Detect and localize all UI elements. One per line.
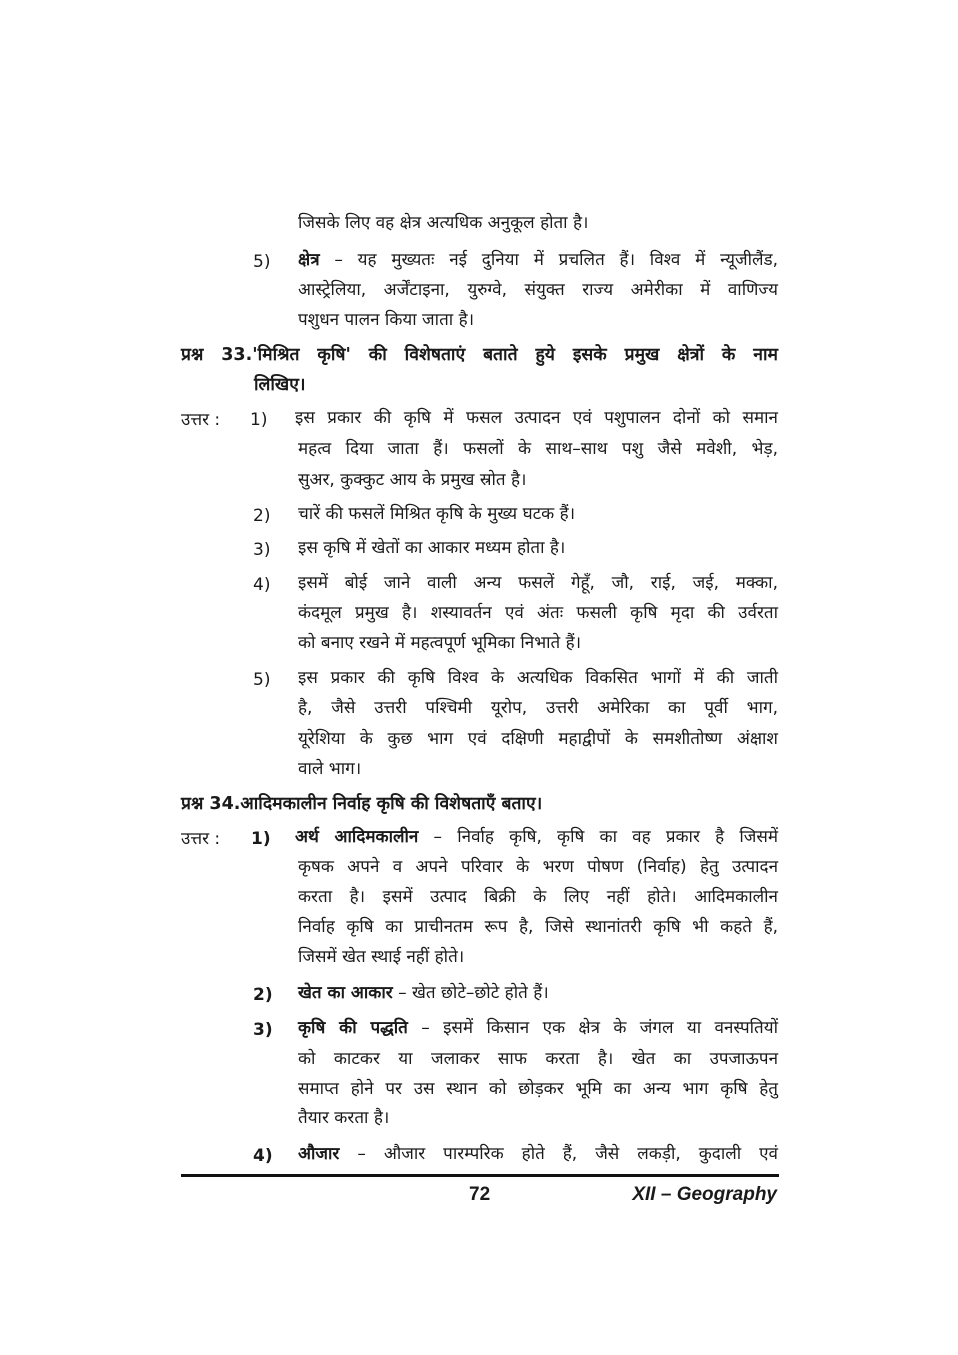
page-number: 72: [469, 1184, 491, 1205]
list-item-line: पशुधन पालन किया जाता है।: [298, 310, 475, 330]
list-item-line: को काटकर या जलाकर साफ करता है। खेत का उपजाऊपन: [298, 1049, 778, 1069]
answer-label: उत्तर :: [181, 410, 221, 430]
item-number: 1): [250, 410, 268, 430]
item-heading: अर्थ आदिमकालीन: [295, 827, 419, 847]
list-item-line: अर्थ आदिमकालीन – निर्वाह कृषि, कृषि का वह प्रकार है जिसमें: [295, 827, 778, 847]
list-item-line: चारें की फसलें मिश्रित कृषि के मुख्य घटक हैं।: [298, 504, 576, 524]
continuation-text: जिसके लिए वह क्षेत्र अत्यधिक अनुकूल होता है।: [298, 213, 589, 233]
list-item-line: है, जैसे उत्तरी पश्चिमी यूरोप, उत्तरी अमेरिका का पूर्वी भाग,: [298, 698, 778, 718]
list-item-line: इस प्रकार की कृषि में फसल उत्पादन एवं पशुपालन दोनों को समान: [295, 408, 778, 428]
answer-label: उत्तर :: [181, 829, 221, 849]
list-item-line: तैयार करता है।: [298, 1108, 390, 1128]
item-number: 4): [253, 575, 271, 595]
list-item-line: खेत का आकार – खेत छोटे–छोटे होते हैं।: [298, 983, 549, 1003]
list-item-line: कृषक अपने व अपने परिवार के भरण पोषण (निर्वाह) हेतु उत्पादन: [298, 857, 778, 877]
item-heading: औजार: [298, 1144, 340, 1164]
question-34-title: प्रश्न 34.आदिमकालीन निर्वाह कृषि की विशेषताएँ बताए।: [181, 794, 543, 814]
list-item-line: महत्व दिया जाता हैं। फसलों के साथ–साथ पशु जैसे मवेशी, भेड़,: [298, 439, 778, 459]
item-heading: खेत का आकार: [298, 983, 393, 1003]
question-33-title: प्रश्न 33.'मिश्रित कृषि' की विशेषताएं बताते हुये इसके प्रमुख क्षेत्रों के नाम: [181, 345, 778, 365]
list-item-line: क्षेत्र – यह मुख्यतः नई दुनिया में प्रचलित हैं। विश्व में न्यूजीलैंड,: [298, 250, 778, 270]
item-number: 2): [253, 506, 271, 526]
list-item-line: इस कृषि में खेतों का आकार मध्यम होता है।: [298, 538, 566, 558]
question-33-title-cont: लिखिए।: [254, 375, 306, 395]
list-item-line: इसमें बोई जाने वाली अन्य फसलें गेहूँ, जौ, राई, जई, मक्का,: [298, 573, 778, 593]
item-number: 4): [253, 1146, 273, 1166]
list-item-line: इस प्रकार की कृषि विश्व के अत्यधिक विकसित भागों में की जाती: [298, 668, 778, 688]
item-number: 5): [253, 252, 271, 272]
list-item-line: करता है। इसमें उत्पाद बिक्री के लिए नहीं होते। आदिमकालीन: [298, 887, 778, 907]
footer-rule: [181, 1174, 779, 1177]
item-number: 1): [251, 829, 271, 849]
list-item-line: यूरेशिया के कुछ भाग एवं दक्षिणी महाद्वीपों के समशीतोष्ण अंक्षाश: [298, 729, 778, 749]
list-item-line: को बनाए रखने में महत्वपूर्ण भूमिका निभाते हैं।: [298, 633, 582, 653]
list-item-line: कंदमूल प्रमुख है। शस्यावर्तन एवं अंतः फसली कृषि मृदा की उर्वरता: [298, 603, 778, 623]
subject-label: XII – Geography: [632, 1184, 777, 1205]
item-number: 2): [253, 985, 273, 1005]
list-item-line: सुअर, कुक्कुट आय के प्रमुख स्रोत है।: [298, 470, 527, 490]
list-item-line: समाप्त होने पर उस स्थान को छोड़कर भूमि का अन्य भाग कृषि हेतु: [298, 1079, 778, 1099]
item-number: 5): [253, 670, 271, 690]
item-heading: क्षेत्र: [298, 250, 320, 270]
item-heading: कृषि की पद्धति: [298, 1018, 408, 1038]
list-item-line: कृषि की पद्धति – इसमें किसान एक क्षेत्र के जंगल या वनस्पतियों: [298, 1018, 778, 1038]
list-item-line: औजार – औजार पारम्परिक होते हैं, जैसे लकड़ी, कुदाली एवं: [298, 1144, 778, 1164]
item-number: 3): [253, 540, 271, 560]
item-number: 3): [253, 1020, 273, 1040]
list-item-line: निर्वाह कृषि का प्राचीनतम रूप है, जिसे स्थानांतरी कृषि भी कहते हैं,: [298, 917, 778, 937]
list-item-line: जिसमें खेत स्थाई नहीं होते।: [298, 947, 465, 967]
list-item-line: वाले भाग।: [298, 759, 362, 779]
list-item-line: आस्ट्रेलिया, अर्जेंटाइना, युरुग्वे, संयुक्त राज्य अमेरीका में वाणिज्य: [298, 280, 778, 300]
